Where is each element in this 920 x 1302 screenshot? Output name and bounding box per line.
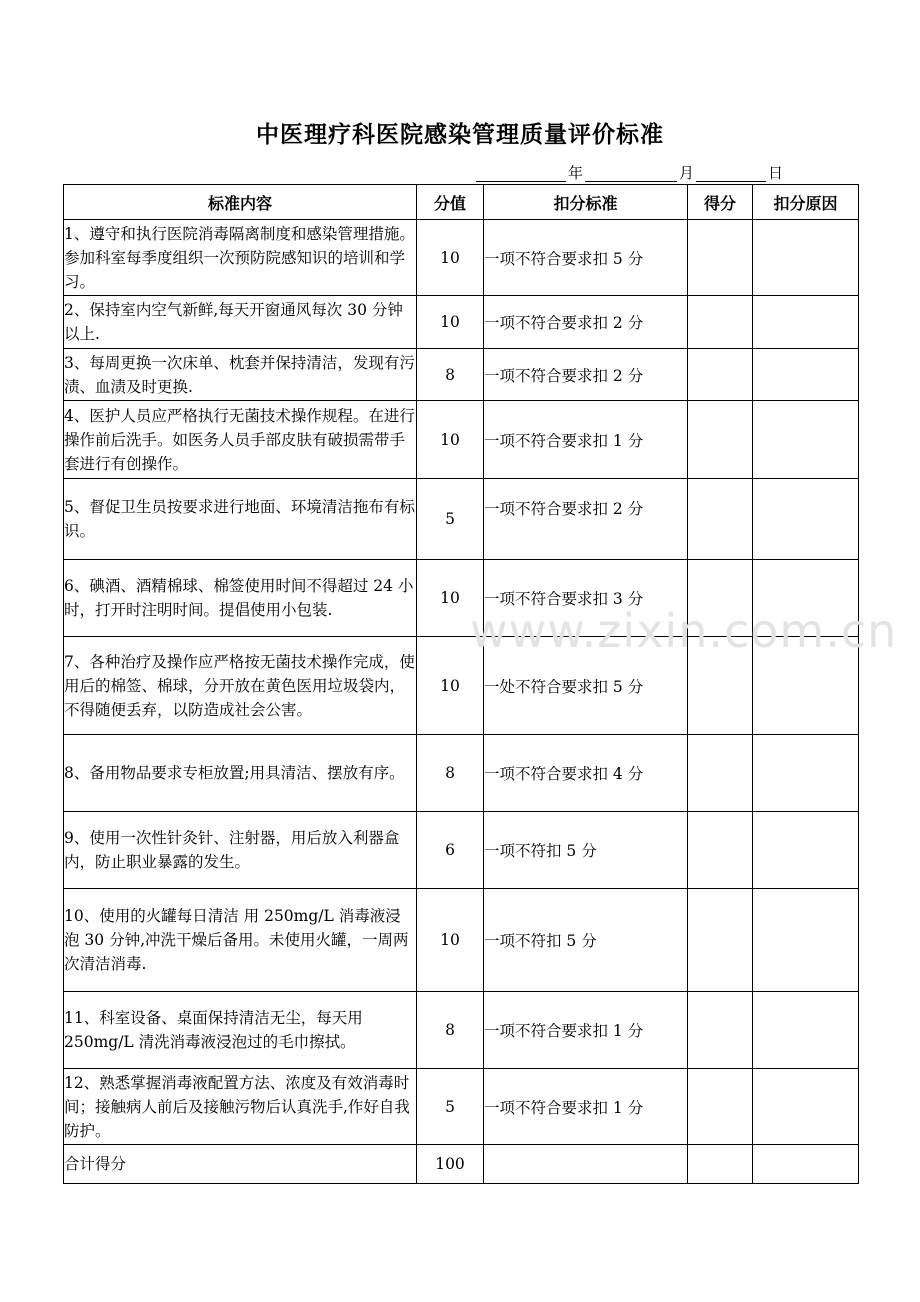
row-content: 5、督促卫生员按要求进行地面、环境清洁拖布有标识。 — [64, 479, 417, 560]
row-got-cell[interactable] — [688, 889, 753, 992]
row-reason-cell[interactable] — [753, 560, 859, 637]
row-rule: 一项不符合要求扣 2 分 — [484, 296, 688, 349]
row-content: 12、熟悉掌握消毒液配置方法、浓度及有效消毒时间；接触病人前后及接触污物后认真洗手,作好自我防护。 — [64, 1069, 417, 1145]
watermark: www.zixin.com.cn — [470, 604, 898, 658]
row-score: 8 — [417, 735, 484, 812]
document-title: 中医理疗科医院感染管理质量评价标准 — [256, 122, 664, 148]
row-got-cell[interactable] — [688, 992, 753, 1069]
row-reason-cell[interactable] — [753, 479, 859, 560]
row-reason-cell[interactable] — [753, 220, 859, 296]
row-rule: 一项不符合要求扣 1 分 — [484, 1069, 688, 1145]
row-content: 9、使用一次性针灸针、注射器，用后放入利器盒内，防止职业暴露的发生。 — [64, 812, 417, 889]
table-row — [64, 637, 859, 735]
total-reason-cell[interactable] — [753, 1145, 859, 1184]
row-content: 7、各种治疗及操作应严格按无菌技术操作完成，使用后的棉签、棉球，分开放在黄色医用垃圾袋内，不得随便丢弃，以防造成社会公害。 — [64, 637, 417, 735]
row-content: 6、碘酒、酒精棉球、棉签使用时间不得超过 24 小时，打开时注明时间。提倡使用小包装. — [64, 560, 417, 637]
day-label: 日 — [768, 164, 784, 182]
row-score: 6 — [417, 812, 484, 889]
row-reason-cell[interactable] — [753, 637, 859, 735]
table-row — [64, 349, 859, 401]
row-got-cell[interactable] — [688, 349, 753, 401]
table-row — [64, 1069, 859, 1145]
row-content: 4、医护人员应严格执行无菌技术操作规程。在进行操作前后洗手。如医务人员手部皮肤有破损需带手套进行有创操作。 — [64, 401, 417, 479]
row-rule: 一处不符合要求扣 5 分 — [484, 637, 688, 735]
table-row — [64, 220, 859, 296]
row-rule: 一项不符合要求扣 4 分 — [484, 735, 688, 812]
row-rule: 一项不符合要求扣 2 分 — [484, 479, 688, 560]
row-got-cell[interactable] — [688, 735, 753, 812]
row-reason-cell[interactable] — [753, 296, 859, 349]
table-row — [64, 735, 859, 812]
header-content: 标准内容 — [64, 185, 417, 220]
year-label: 年 — [568, 164, 584, 182]
row-got-cell[interactable] — [688, 1069, 753, 1145]
month-label: 月 — [679, 164, 695, 182]
table-row — [64, 560, 859, 637]
month-blank[interactable] — [585, 165, 677, 182]
row-got-cell[interactable] — [688, 479, 753, 560]
row-got-cell[interactable] — [688, 812, 753, 889]
row-score: 10 — [417, 296, 484, 349]
evaluation-table — [63, 184, 859, 1184]
row-rule: 一项不符扣 5 分 — [484, 812, 688, 889]
row-score: 10 — [417, 560, 484, 637]
row-got-cell[interactable] — [688, 637, 753, 735]
row-reason-cell[interactable] — [753, 812, 859, 889]
table-header-row — [64, 185, 859, 220]
row-got-cell[interactable] — [688, 560, 753, 637]
row-content: 10、使用的火罐每日清洁 用 250mg/L 消毒液浸泡 30 分钟,冲洗干燥后备用。未使用火罐，一周两次清洁消毒. — [64, 889, 417, 992]
table-row — [64, 479, 859, 560]
row-score: 5 — [417, 479, 484, 560]
table-row — [64, 296, 859, 349]
header-reason: 扣分原因 — [753, 185, 859, 220]
row-content: 1、遵守和执行医院消毒隔离制度和感染管理措施。参加科室每季度组织一次预防院感知识的培训和学习。 — [64, 220, 417, 296]
table-row — [64, 992, 859, 1069]
total-label: 合计得分 — [64, 1145, 417, 1184]
row-score: 10 — [417, 220, 484, 296]
row-score: 10 — [417, 637, 484, 735]
row-rule: 一项不符合要求扣 2 分 — [484, 349, 688, 401]
row-content: 8、备用物品要求专柜放置;用具清洁、摆放有序。 — [64, 735, 417, 812]
row-reason-cell[interactable] — [753, 992, 859, 1069]
row-content: 2、保持室内空气新鲜,每天开窗通风每次 30 分钟以上. — [64, 296, 417, 349]
row-got-cell[interactable] — [688, 220, 753, 296]
row-rule: 一项不符合要求扣 5 分 — [484, 220, 688, 296]
table-row — [64, 401, 859, 479]
table-row — [64, 812, 859, 889]
row-content: 3、每周更换一次床单、枕套并保持清洁，发现有污渍、血渍及时更换. — [64, 349, 417, 401]
table-row — [64, 889, 859, 992]
row-score: 5 — [417, 1069, 484, 1145]
date-line — [476, 160, 785, 182]
row-rule: 一项不符扣 5 分 — [484, 889, 688, 992]
row-reason-cell[interactable] — [753, 1069, 859, 1145]
row-got-cell[interactable] — [688, 401, 753, 479]
header-got: 得分 — [688, 185, 753, 220]
row-reason-cell[interactable] — [753, 889, 859, 992]
total-row — [64, 1145, 859, 1184]
header-rule: 扣分标准 — [484, 185, 688, 220]
year-blank[interactable] — [476, 165, 566, 182]
row-rule: 一项不符合要求扣 3 分 — [484, 560, 688, 637]
row-got-cell[interactable] — [688, 296, 753, 349]
row-rule: 一项不符合要求扣 1 分 — [484, 992, 688, 1069]
total-rule-cell — [484, 1145, 688, 1184]
row-reason-cell[interactable] — [753, 401, 859, 479]
row-rule: 一项不符合要求扣 1 分 — [484, 401, 688, 479]
total-got-cell[interactable] — [688, 1145, 753, 1184]
row-content: 11、科室设备、桌面保持清洁无尘，每天用 250mg/L 清洗消毒液浸泡过的毛巾擦拭。 — [64, 992, 417, 1069]
row-score: 10 — [417, 401, 484, 479]
header-score: 分值 — [417, 185, 484, 220]
row-reason-cell[interactable] — [753, 735, 859, 812]
row-score: 8 — [417, 349, 484, 401]
row-score: 8 — [417, 992, 484, 1069]
row-score: 10 — [417, 889, 484, 992]
day-blank[interactable] — [696, 165, 766, 182]
row-reason-cell[interactable] — [753, 349, 859, 401]
total-score: 100 — [417, 1145, 484, 1184]
